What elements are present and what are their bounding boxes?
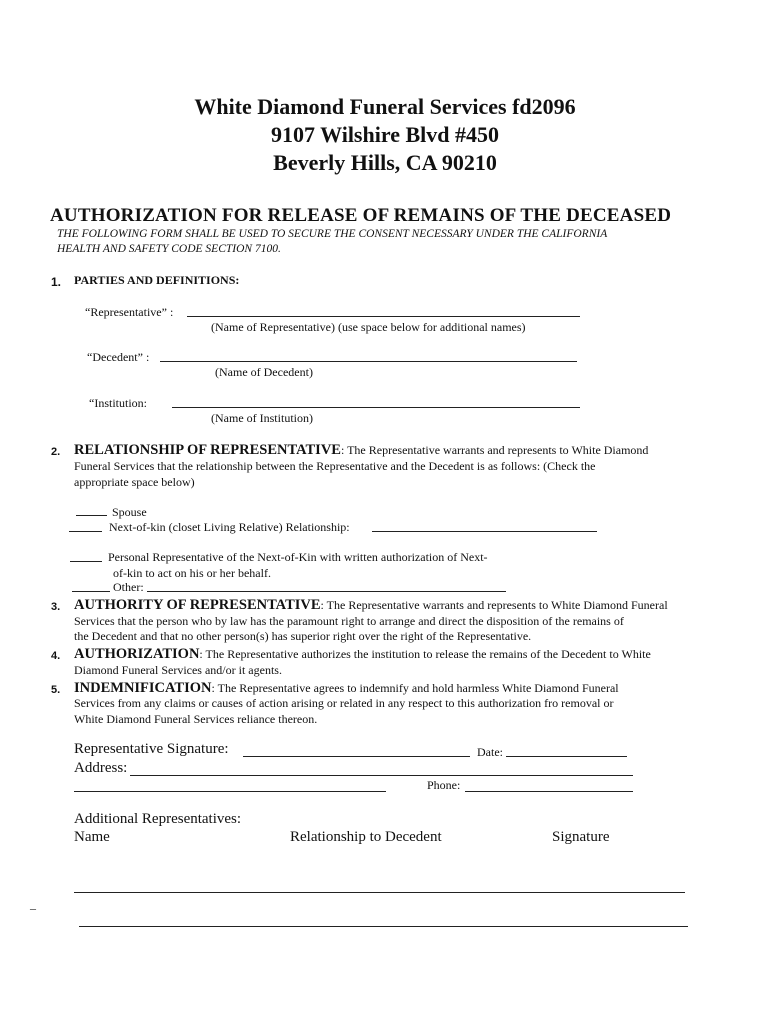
spouse-option: Spouse [112, 505, 147, 519]
section4-heading: AUTHORIZATION [74, 646, 200, 662]
column-signature: Signature [552, 829, 610, 845]
section3-text-line3: the Decedent and that no other person(s) has superior right over the right of the Representative. [74, 629, 532, 643]
section2-heading: RELATIONSHIP OF REPRESENTATIVE [74, 442, 341, 458]
decedent-label: “Decedent” : [87, 350, 150, 364]
section5-text-line3: White Diamond Funeral Services reliance thereon. [74, 712, 318, 726]
institution-hint: (Name of Institution) [211, 411, 313, 425]
address-label: Address: [74, 760, 128, 776]
decedent-hint: (Name of Decedent) [215, 365, 313, 379]
form-title: AUTHORIZATION FOR RELEASE OF REMAINS OF THE DECEASED [50, 205, 672, 226]
section3-heading: AUTHORITY OF REPRESENTATIVE [74, 597, 321, 613]
institution-label: “Institution: [89, 396, 147, 410]
section2-text-line1: : The Representative warrants and represents to White Diamond [340, 443, 649, 457]
phone-label: Phone: [427, 778, 461, 792]
column-relationship: Relationship to Decedent [290, 829, 442, 845]
date-line[interactable] [506, 756, 627, 757]
section2-text-line2: Funeral Services that the relationship between the Representative and the Decedent is as follows: (Check the [74, 459, 596, 473]
form-subtitle-line2: HEALTH AND SAFETY CODE SECTION 7100. [57, 243, 281, 255]
section3-text-line1: : The Representative warrants and represents to White Diamond Funeral [320, 598, 668, 612]
section5-heading: INDEMNIFICATION [74, 680, 212, 696]
other-checkbox-line[interactable] [72, 591, 110, 592]
other-option: Other: [113, 580, 144, 594]
section4-text-line2: Diamond Funeral Services and/or it agents. [74, 663, 282, 677]
section4-text-line1: : The Representative authorizes the institution to release the remains of the Decedent to White [199, 647, 651, 661]
section3-text-line2: Services that the person who by law has the paramount right to arrange and direct the disposition of the remains of [74, 614, 624, 628]
section2-number: 2. [51, 446, 61, 458]
phone-line[interactable] [465, 791, 633, 792]
personal-rep-option-line2: of-kin to act on his or her behalf. [113, 566, 271, 580]
representative-signature-label: Representative Signature: [74, 741, 229, 757]
next-of-kin-checkbox-line[interactable] [69, 531, 102, 532]
next-of-kin-option: Next-of-kin (closet Living Relative) Relationship: [109, 520, 350, 534]
date-label: Date: [477, 745, 503, 759]
section3-number: 3. [51, 601, 61, 613]
section5-text-line2: Services from any claims or causes of action arising or related in any respect to this authorization fro removal or [74, 696, 614, 710]
header-city: Beverly Hills, CA 90210 [273, 150, 497, 175]
form-subtitle-line1: THE FOLLOWING FORM SHALL BE USED TO SECURE THE CONSENT NECESSARY UNDER THE CALIFORNIA [57, 228, 608, 240]
decedent-name-line[interactable] [160, 361, 577, 362]
section5-number: 5. [51, 684, 61, 696]
section1-number: 1. [51, 275, 62, 289]
section4-number: 4. [51, 650, 61, 662]
additional-rep-line-1[interactable] [74, 892, 685, 893]
address-line-1[interactable] [130, 775, 633, 776]
section5-text-line1: : The Representative agrees to indemnify and hold harmless White Diamond Funeral [211, 681, 619, 695]
spouse-checkbox-line[interactable] [76, 515, 107, 516]
representative-label: “Representative” : [85, 305, 174, 319]
additional-rep-line-2[interactable] [79, 926, 688, 927]
section2-text-line3: appropriate space below) [74, 475, 195, 489]
personal-rep-checkbox-line[interactable] [70, 561, 102, 562]
personal-rep-option-line1: Personal Representative of the Next-of-Kin with written authorization of Next- [108, 550, 488, 564]
column-name: Name [74, 829, 110, 845]
margin-mark: – [30, 901, 36, 915]
relationship-line[interactable] [372, 531, 597, 532]
header-company-name: White Diamond Funeral Services fd2096 [194, 94, 576, 119]
representative-signature-line[interactable] [243, 756, 470, 757]
representative-hint: (Name of Representative) (use space below for additional names) [211, 320, 526, 334]
additional-representatives-heading: Additional Representatives: [74, 811, 242, 827]
header-street: 9107 Wilshire Blvd #450 [271, 122, 499, 147]
representative-name-line[interactable] [187, 316, 580, 317]
address-line-2[interactable] [74, 791, 386, 792]
other-description-line[interactable] [147, 591, 506, 592]
section1-heading: PARTIES AND DEFINITIONS: [74, 273, 240, 287]
institution-name-line[interactable] [172, 407, 580, 408]
